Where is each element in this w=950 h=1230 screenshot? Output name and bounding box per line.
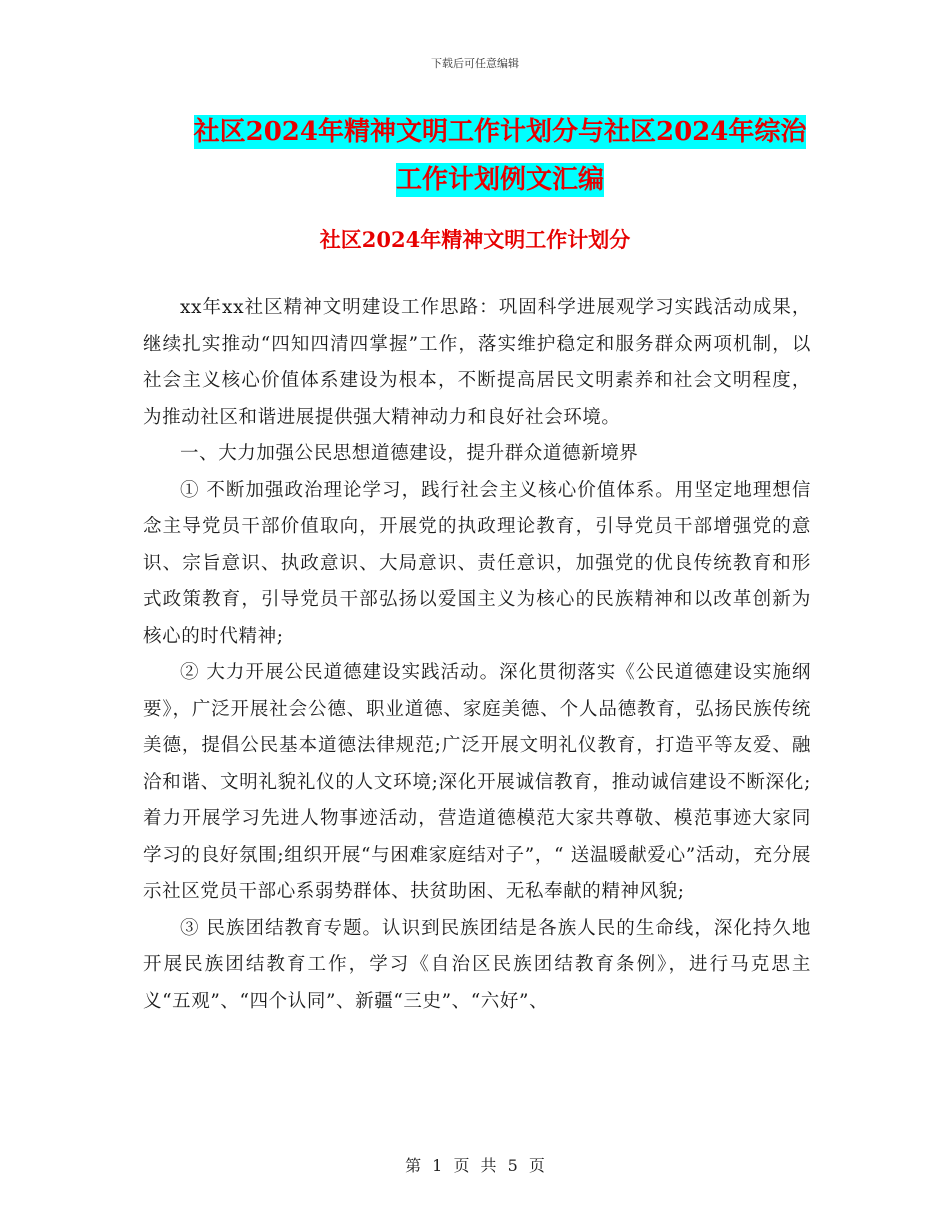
paragraph-item-3: ③ 民族团结教育专题。认识到民族团结是各族人民的生命线，深化持久地开展民族团结教育工作，学习《自治区民族团结教育条例》，进行马克思主义“五观”、“四个认同”、新疆“三史”、“六好”、: [143, 917, 811, 1012]
title-line-1: 社区2024年精神文明工作计划分与社区2024年综治: [193, 117, 807, 147]
title-line-2: 工作计划例文汇编: [395, 165, 604, 195]
document-title: [140, 108, 860, 204]
section-title: 社区2024年精神文明工作计划分: [319, 227, 631, 252]
paragraph-intro: xx年xx社区精神文明建设工作思路：巩固科学进展观学习实践活动成果，继续扎实推动“四知四清四掌握”工作，落实维护稳定和服务群众两项机制，以社会主义核心价值体系建设为根本，不断提高居民文明素养和社会文明程度，为推动社区和谐进展提供强大精神动力和良好社会环境。: [143, 297, 811, 428]
paragraph-heading-1: 一、大力加强公民思想道德建设，提升群众道德新境界: [180, 443, 639, 464]
header-note: 下载后可任意编辑: [431, 57, 519, 70]
page-footer: 第 1 页 共 5 页: [405, 1156, 545, 1175]
body-text: [143, 290, 811, 1020]
paragraph-item-2: ② 大力开展公民道德建设实践活动。深化贯彻落实《公民道德建设实施纲要》，广泛开展社会公德、职业道德、家庭美德、个人品德教育，弘扬民族传统美德，提倡公民基本道德法律规范;广泛开展文明礼仪教育，打造平等友爱、融洽和谐、文明礼貌礼仪的人文环境;深化开展诚信教育，推动诚信建设不断深化;着力开展学习先进人物事迹活动，营造道德模范大家共尊敬、模范事迹大家同学习的良好氛围;组织开展“与困难家庭结对子”，“ 送温暖献爱心”活动，充分展示社区党员干部心系弱势群体、扶贫助困、无私奉献的精神风貌;: [143, 662, 811, 902]
paragraph-item-1: ① 不断加强政治理论学习，践行社会主义核心价值体系。用坚定地理想信念主导党员干部价值取向，开展党的执政理论教育，引导党员干部增强党的意识、宗旨意识、执政意识、大局意识、责任意识，加强党的优良传统教育和形式政策教育，引导党员干部弘扬以爱国主义为核心的民族精神和以改革创新为核心的时代精神;: [143, 479, 811, 647]
